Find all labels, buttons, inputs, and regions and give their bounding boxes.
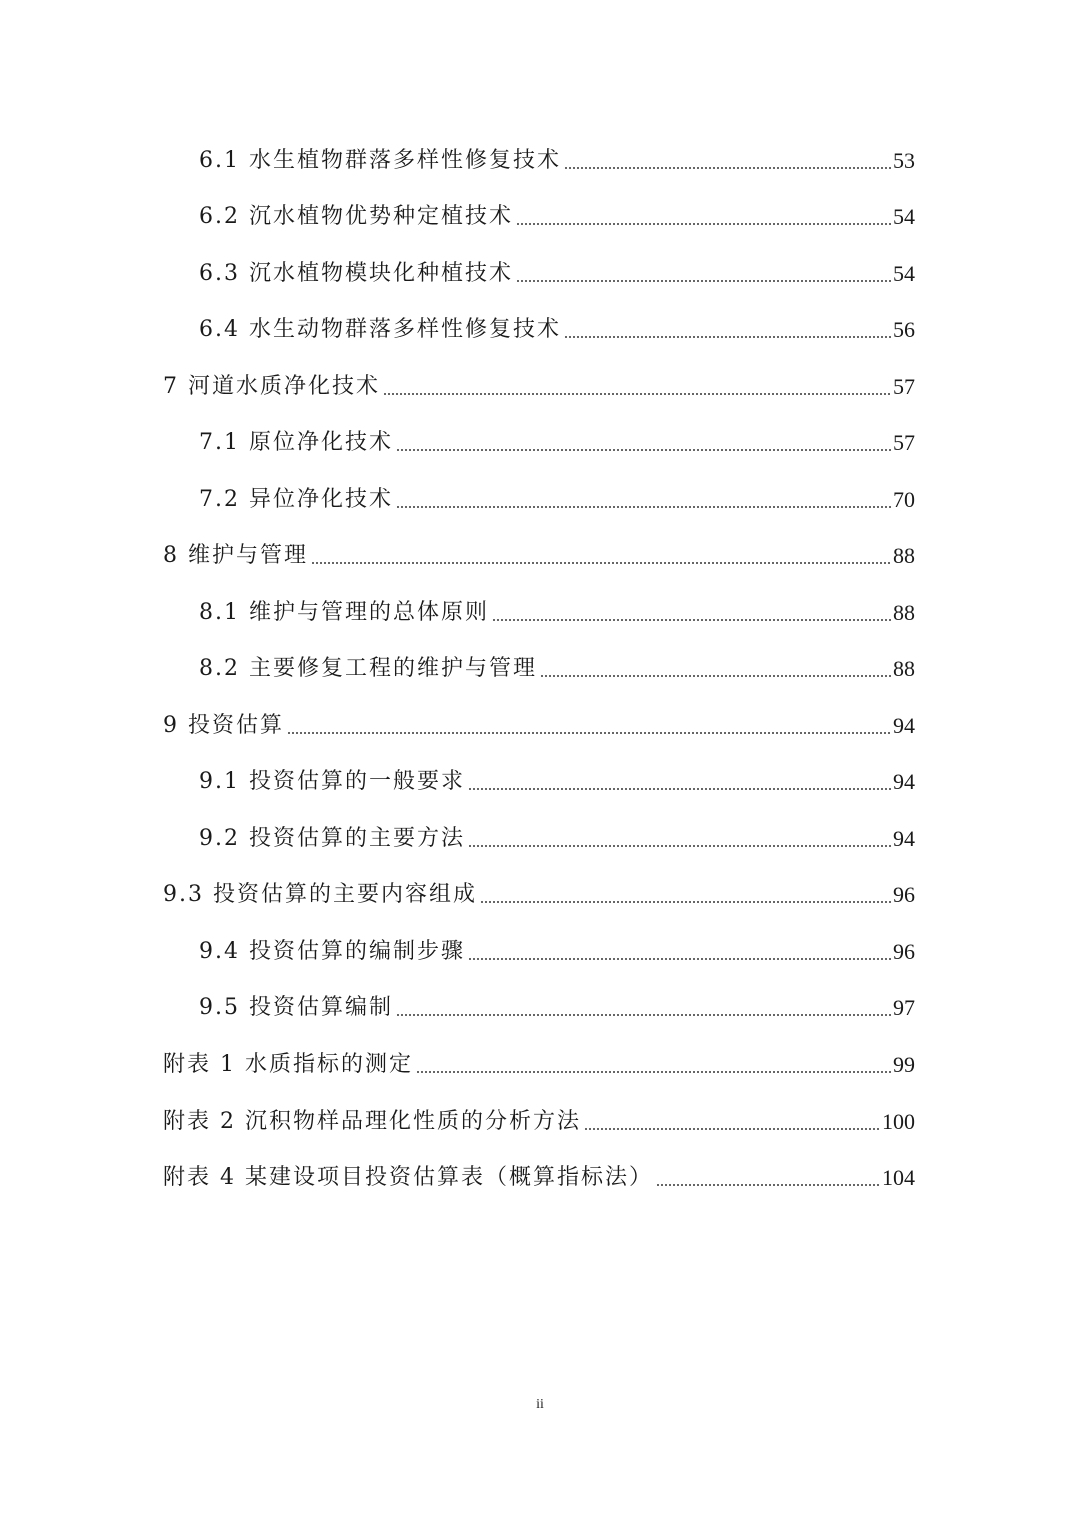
toc-entry[interactable] (199, 763, 915, 797)
toc-entry-label: 9.1 投资估算的一般要求 (199, 769, 465, 794)
toc-entry-label: 8.2 主要修复工程的维护与管理 (199, 656, 537, 681)
toc-entry-page: 56 (893, 317, 915, 342)
toc-entry[interactable] (199, 255, 915, 289)
toc-entry-page: 94 (893, 826, 915, 851)
toc-entry-label: 9.3 投资估算的主要内容组成 (163, 882, 477, 907)
toc-entry[interactable] (199, 424, 915, 458)
toc-entry-label: 7.1 原位净化技术 (199, 430, 393, 455)
toc-entry-page: 96 (893, 882, 915, 907)
toc-entry-page: 97 (893, 995, 915, 1020)
toc-entry-label: 6.1 水生植物群落多样性修复技术 (199, 148, 561, 173)
toc-dot-leader (564, 336, 891, 338)
toc-entry-label: 9 投资估算 (163, 713, 284, 738)
toc-entry[interactable] (163, 1046, 915, 1080)
toc-entry-label: 9.4 投资估算的编制步骤 (199, 939, 465, 964)
toc-entry-page: 94 (893, 713, 915, 738)
toc-entry[interactable] (163, 1103, 915, 1137)
toc-entry-label: 附表 1 水质指标的测定 (163, 1052, 413, 1077)
toc-entry[interactable] (163, 1159, 915, 1193)
toc-dot-leader (540, 675, 891, 677)
toc-entry-page: 57 (893, 430, 915, 455)
toc-entry[interactable] (199, 650, 915, 684)
toc-entry[interactable] (163, 876, 915, 910)
toc-entry-page: 88 (893, 656, 915, 681)
toc-dot-leader (480, 901, 891, 903)
toc-entry-label: 7 河道水质净化技术 (163, 374, 380, 399)
toc-entry-page: 104 (882, 1165, 915, 1190)
toc-entry[interactable] (199, 198, 915, 232)
toc-entry-label: 8.1 维护与管理的总体原则 (199, 600, 489, 625)
toc-entry-page: 100 (882, 1109, 915, 1134)
toc-dot-leader (584, 1128, 880, 1130)
toc-dot-leader (656, 1184, 880, 1186)
toc-dot-leader (516, 223, 891, 225)
toc-entry[interactable] (199, 594, 915, 628)
toc-entry-page: 54 (893, 261, 915, 286)
toc-dot-leader (468, 788, 891, 790)
toc-dot-leader (396, 1014, 891, 1016)
page-number: ii (536, 1397, 544, 1412)
toc-dot-leader (516, 280, 891, 282)
toc-dot-leader (564, 167, 891, 169)
toc-dot-leader (468, 958, 891, 960)
toc-entry[interactable] (163, 537, 915, 571)
toc-entry[interactable] (199, 989, 915, 1023)
toc-dot-leader (396, 506, 891, 508)
toc-entry-label: 8 维护与管理 (163, 543, 308, 568)
toc-dot-leader (492, 619, 891, 621)
toc-entry-page: 54 (893, 204, 915, 229)
toc-entry[interactable] (199, 820, 915, 854)
toc-entry-label: 6.4 水生动物群落多样性修复技术 (199, 317, 561, 342)
toc-entry-page: 94 (893, 769, 915, 794)
toc-entry[interactable] (163, 707, 915, 741)
toc-dot-leader (383, 393, 891, 395)
toc-entry-page: 53 (893, 148, 915, 173)
toc-entry-label: 7.2 异位净化技术 (199, 487, 393, 512)
toc-dot-leader (396, 449, 891, 451)
toc-entry-page: 88 (893, 600, 915, 625)
toc-entry-page: 99 (893, 1052, 915, 1077)
toc-dot-leader (311, 562, 891, 564)
toc-entry-label: 6.2 沉水植物优势种定植技术 (199, 204, 513, 229)
toc-dot-leader (287, 732, 891, 734)
toc-entry-label: 附表 4 某建设项目投资估算表（概算指标法） (163, 1165, 653, 1190)
toc-entry[interactable] (199, 481, 915, 515)
toc-entry-label: 9.2 投资估算的主要方法 (199, 826, 465, 851)
toc-entry-page: 96 (893, 939, 915, 964)
toc-entry-page: 57 (893, 374, 915, 399)
toc-entry[interactable] (199, 311, 915, 345)
toc-entry-label: 9.5 投资估算编制 (199, 995, 393, 1020)
toc-entry[interactable] (163, 368, 915, 402)
toc-entry-page: 88 (893, 543, 915, 568)
toc-entry[interactable] (199, 142, 915, 176)
toc-dot-leader (468, 845, 891, 847)
toc-entry-page: 70 (893, 487, 915, 512)
toc-entry-label: 附表 2 沉积物样品理化性质的分析方法 (163, 1109, 581, 1134)
toc-dot-leader (416, 1071, 891, 1073)
toc-entry-label: 6.3 沉水植物模块化种植技术 (199, 261, 513, 286)
toc-entry[interactable] (199, 933, 915, 967)
